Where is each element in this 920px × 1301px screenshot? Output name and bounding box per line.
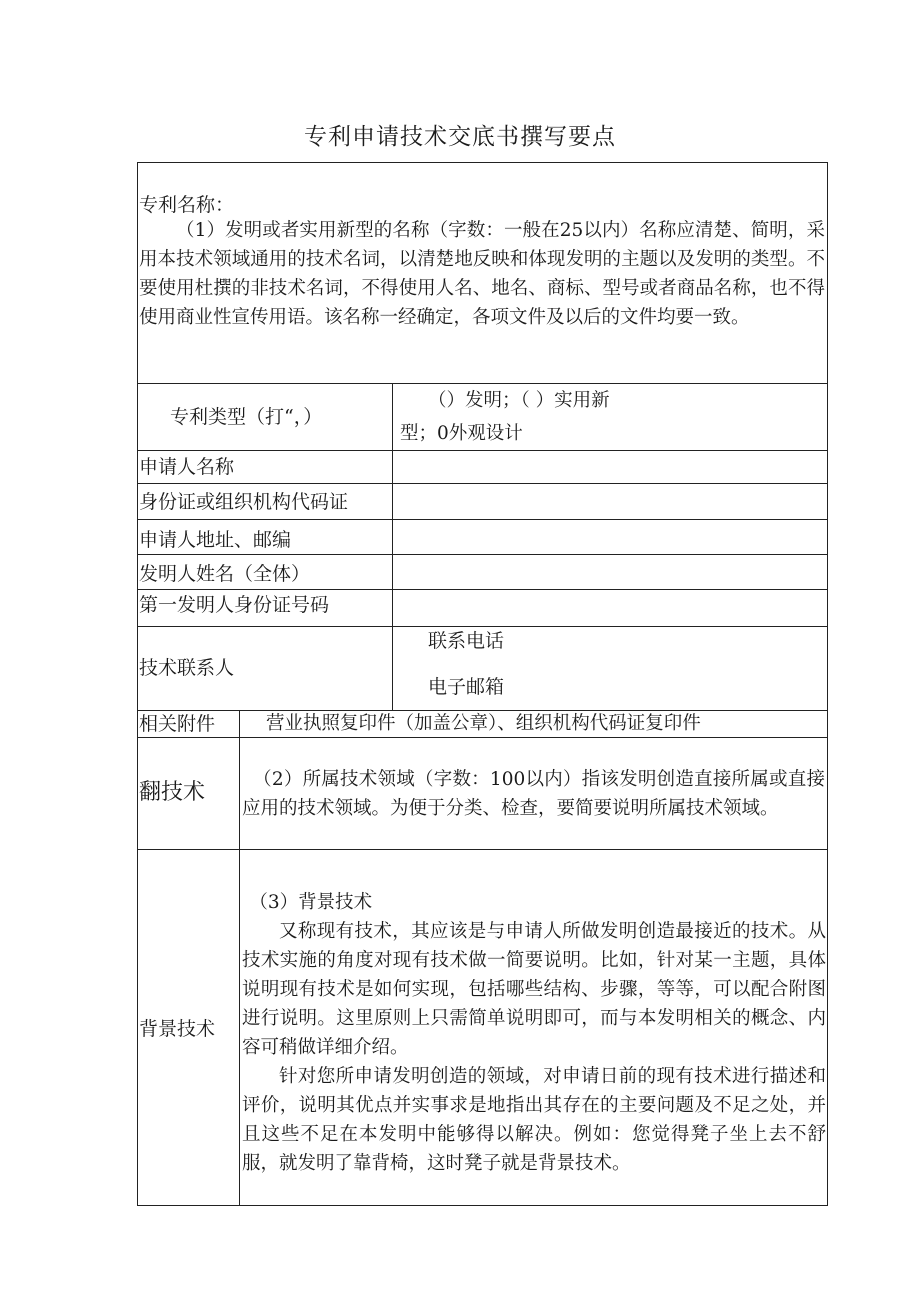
- patent-name-label: 专利名称：: [139, 194, 235, 216]
- patent-name-description-text: （1）发明或者实用新型的名称（字数：一般在25以内）名称应清楚、简明，采用本技术领域通用的技术名词，以清楚地反映和体现发明的主题以及发明的类型。不要使用杜撰的非技术名词，不得使用人名、地名、商标、型号或者商品名称，也不得使用商业性宣传用语。该名称一经确定，各项文件及以后的文件均要一致。: [139, 220, 825, 328]
- background-content: [242, 888, 826, 1178]
- inventors-label: 发明人姓名（全体）: [139, 563, 311, 585]
- column-divider: [392, 383, 393, 710]
- column-divider: [239, 710, 240, 1206]
- row-divider: [137, 554, 828, 555]
- tech-field-description: [242, 765, 825, 823]
- first-inventor-id-label: 第一发明人身份证号码: [139, 594, 330, 616]
- row-divider: [137, 483, 828, 484]
- address-zip-label: 申请人地址、邮编: [139, 529, 292, 551]
- phone-label: 联系电话: [428, 630, 505, 652]
- tech-field-label: 翻技术: [139, 780, 206, 805]
- attachments-label: 相关附件: [139, 713, 216, 735]
- page-title: 专利申请技术交底书撰写要点: [304, 124, 616, 150]
- patent-type-label: 专利类型（打“，）: [170, 406, 323, 428]
- tech-field-description-text: （2）所属技术领域（字数：100以内）指该发明创造直接所属或直接应用的技术领域。为便于分类、检查，要简要说明所属技术领域。: [242, 769, 825, 819]
- row-divider: [137, 626, 828, 627]
- patent-name-description: [139, 216, 825, 332]
- patent-type-options-line2: 型；0外观设计: [400, 423, 523, 444]
- row-divider: [137, 589, 828, 590]
- id-or-org-code-label: 身份证或组织机构代码证: [139, 491, 349, 513]
- applicant-name-label: 申请人名称: [139, 456, 235, 478]
- row-divider: [137, 519, 828, 520]
- row-divider: [137, 450, 828, 451]
- tech-contact-label: 技术联系人: [139, 657, 235, 679]
- row-divider: [137, 383, 828, 384]
- row-divider: [137, 737, 828, 738]
- row-divider: [137, 849, 828, 850]
- background-heading: （3）背景技术: [249, 892, 373, 913]
- patent-type-options-line1: （）发明；（ ）实用新: [428, 390, 610, 411]
- background-label: 背景技术: [139, 1018, 216, 1040]
- row-divider: [137, 710, 828, 711]
- email-label: 电子邮箱: [428, 676, 505, 698]
- background-paragraph-1: 又称现有技术，其应该是与申请人所做发明创造最接近的技术。从技术实施的角度对现有技术做一简要说明。比如，针对某一主题，具体说明现有技术是如何实现，包括哪些结构、步骤，等等，可以配合附图进行说明。这里原则上只需简单说明即可，而与本发明相关的概念、内容可稍做详细介绍。: [242, 921, 826, 1058]
- background-paragraph-2: 针对您所申请发明创造的领域，对申请日前的现有技术进行描述和评价，说明其优点并实事求是地指出其存在的主要问题及不足之处，并且这些不足在本发明中能够得以解决。例如：您觉得凳子坐上去不舒服，就发明了靠背椅，这时凳子就是背景技术。: [242, 1066, 826, 1174]
- attachments-value: 营业执照复印件（加盖公章）、组织机构代码证复印件: [266, 713, 701, 734]
